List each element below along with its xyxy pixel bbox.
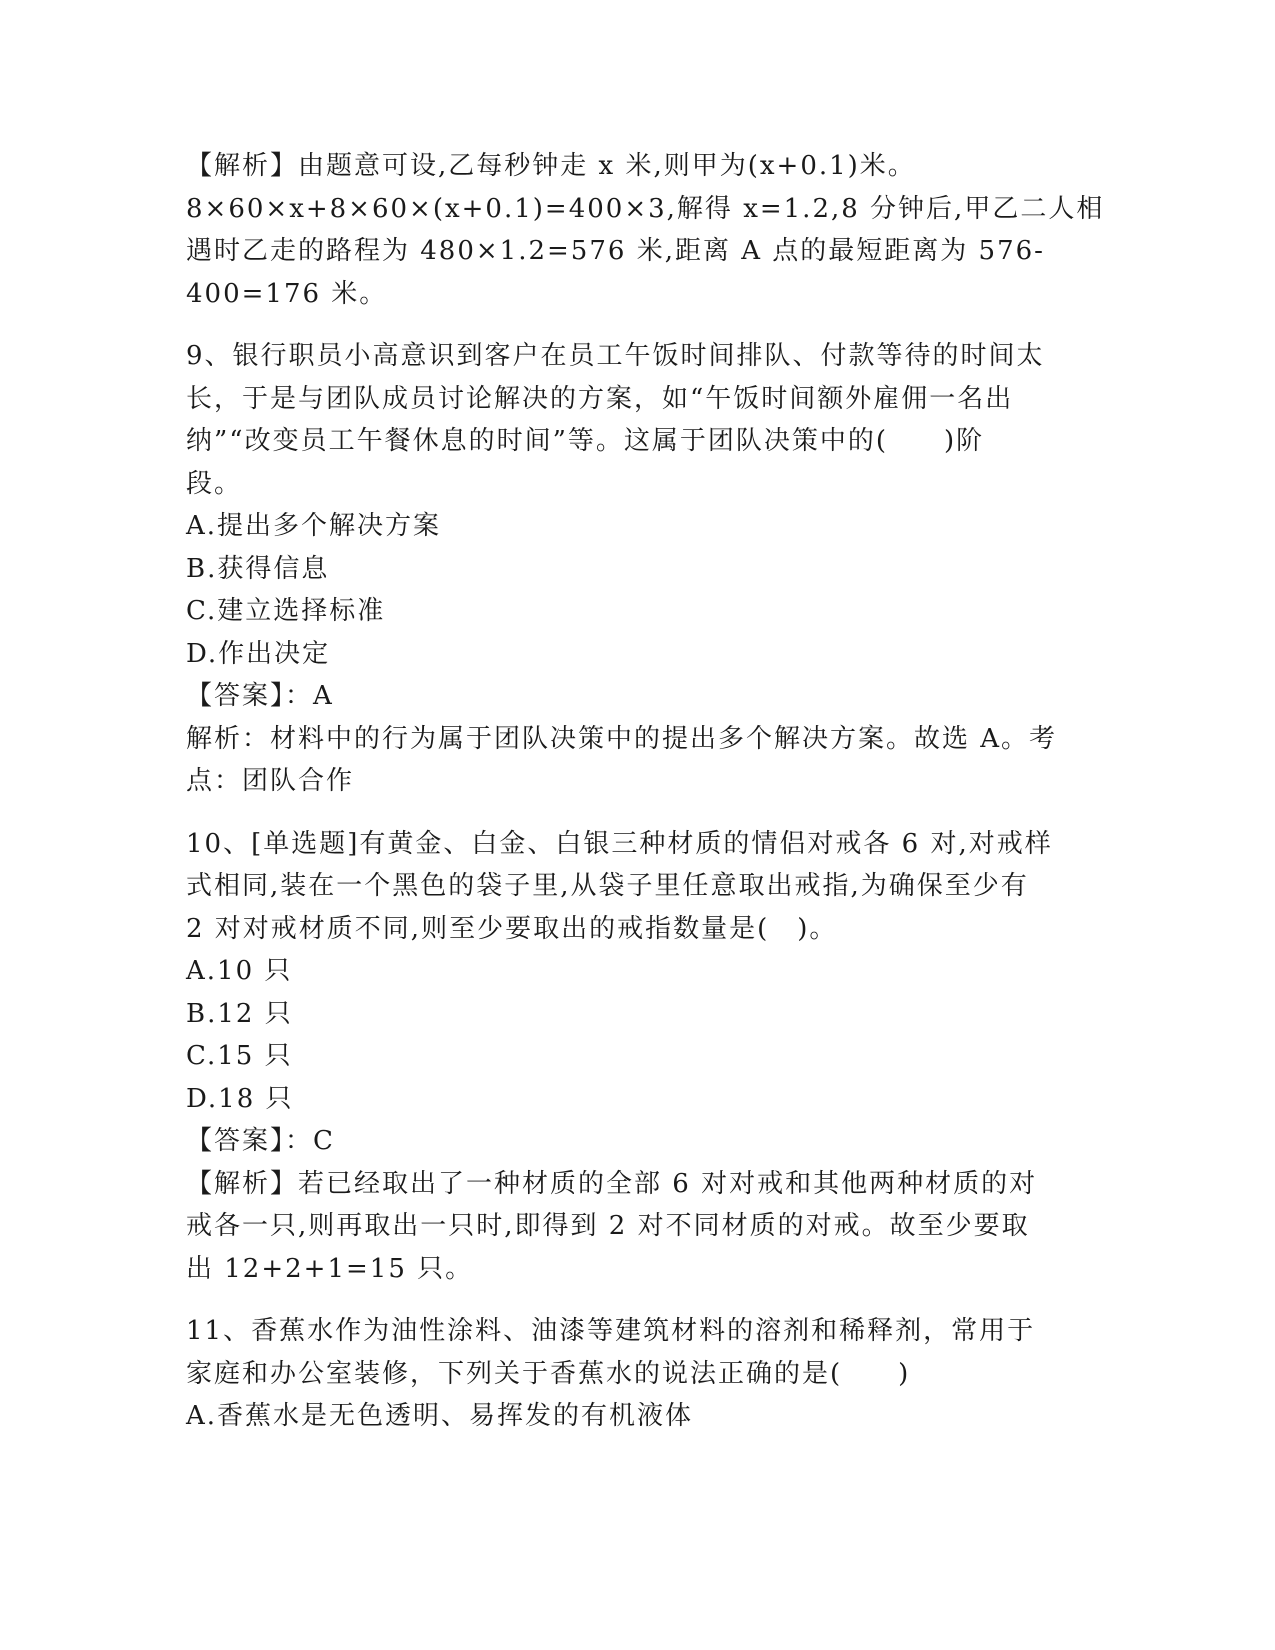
q9-option-b: B.获得信息 xyxy=(186,553,330,584)
q9-option-c: C.建立选择标准 xyxy=(186,596,386,626)
spacer xyxy=(186,803,1076,823)
q10-option-a: A.10 只 xyxy=(186,956,293,986)
document-page xyxy=(186,145,1105,1438)
q9-analysis-line-2: 点：团队合作 xyxy=(186,766,355,796)
q11-option-a: A.香蕉水是无色透明、易挥发的有机液体 xyxy=(186,1401,694,1431)
q9-stem-line-2: 长，于是与团队成员讨论解决的方案，如“午饭时间额外雇佣一名出 xyxy=(186,383,1014,414)
q9-stem-line-4: 段。 xyxy=(186,468,243,499)
q10-analysis-line-3: 出 12+2+1=15 只。 xyxy=(186,1253,474,1284)
q10-analysis-line-2: 戒各一只,则再取出一只时,即得到 2 对不同材质的对戒。故至少要取 xyxy=(186,1211,1030,1241)
question-11 xyxy=(186,1310,1076,1438)
spacer xyxy=(186,315,1076,335)
q11-stem-line-2: 家庭和办公室装修，下列关于香蕉水的说法正确的是( ) xyxy=(186,1358,911,1389)
question-9 xyxy=(186,335,1076,803)
q10-stem-line-2: 式相同,装在一个黑色的袋子里,从袋子里任意取出戒指,为确保至少有 xyxy=(186,871,1029,901)
q9-stem-line-1: 9、银行职员小高意识到客户在员工午饭时间排队、付款等待的时间太 xyxy=(186,341,1045,371)
q10-option-c: C.15 只 xyxy=(186,1041,293,1071)
spacer xyxy=(186,1290,1076,1310)
q8-analysis-line-1: 【解析】由题意可设,乙每秒钟走 x 米,则甲为(x+0.1)米。 xyxy=(186,151,916,181)
q10-option-b: B.12 只 xyxy=(186,998,293,1029)
q8-analysis xyxy=(186,145,1105,315)
q8-analysis-line-3: 遇时乙走的路程为 480×1.2=576 米,距离 A 点的最短距离为 576- xyxy=(186,236,1045,266)
q9-option-d: D.作出决定 xyxy=(186,638,331,669)
q10-answer: 【答案】：C xyxy=(186,1126,335,1156)
q10-analysis-line-1: 【解析】若已经取出了一种材质的全部 6 对对戒和其他两种材质的对 xyxy=(186,1168,1038,1199)
q9-answer: 【答案】：A xyxy=(186,681,334,711)
q11-stem-line-1: 11、香蕉水作为油性涂料、油漆等建筑材料的溶剂和稀释剂，常用于 xyxy=(186,1316,1036,1346)
q8-analysis-line-2: 8×60×x+8×60×(x+0.1)=400×3,解得 x=1.2,8 分钟后,甲乙二人相 xyxy=(186,193,1105,224)
question-10 xyxy=(186,823,1076,1291)
q8-analysis-line-4: 400=176 米。 xyxy=(186,278,388,309)
q10-option-d: D.18 只 xyxy=(186,1083,294,1114)
q10-stem-line-3: 2 对对戒材质不同,则至少要取出的戒指数量是( )。 xyxy=(186,913,838,944)
q9-stem-line-3: 纳”“改变员工午餐休息的时间”等。这属于团队决策中的( )阶 xyxy=(186,426,985,456)
q9-analysis-line-1: 解析：材料中的行为属于团队决策中的提出多个解决方案。故选 A。考 xyxy=(186,723,1058,754)
q10-stem-line-1: 10、[单选题]有黄金、白金、白银三种材质的情侣对戒各 6 对,对戒样 xyxy=(186,828,1053,859)
q9-option-a: A.提出多个解决方案 xyxy=(186,511,442,541)
